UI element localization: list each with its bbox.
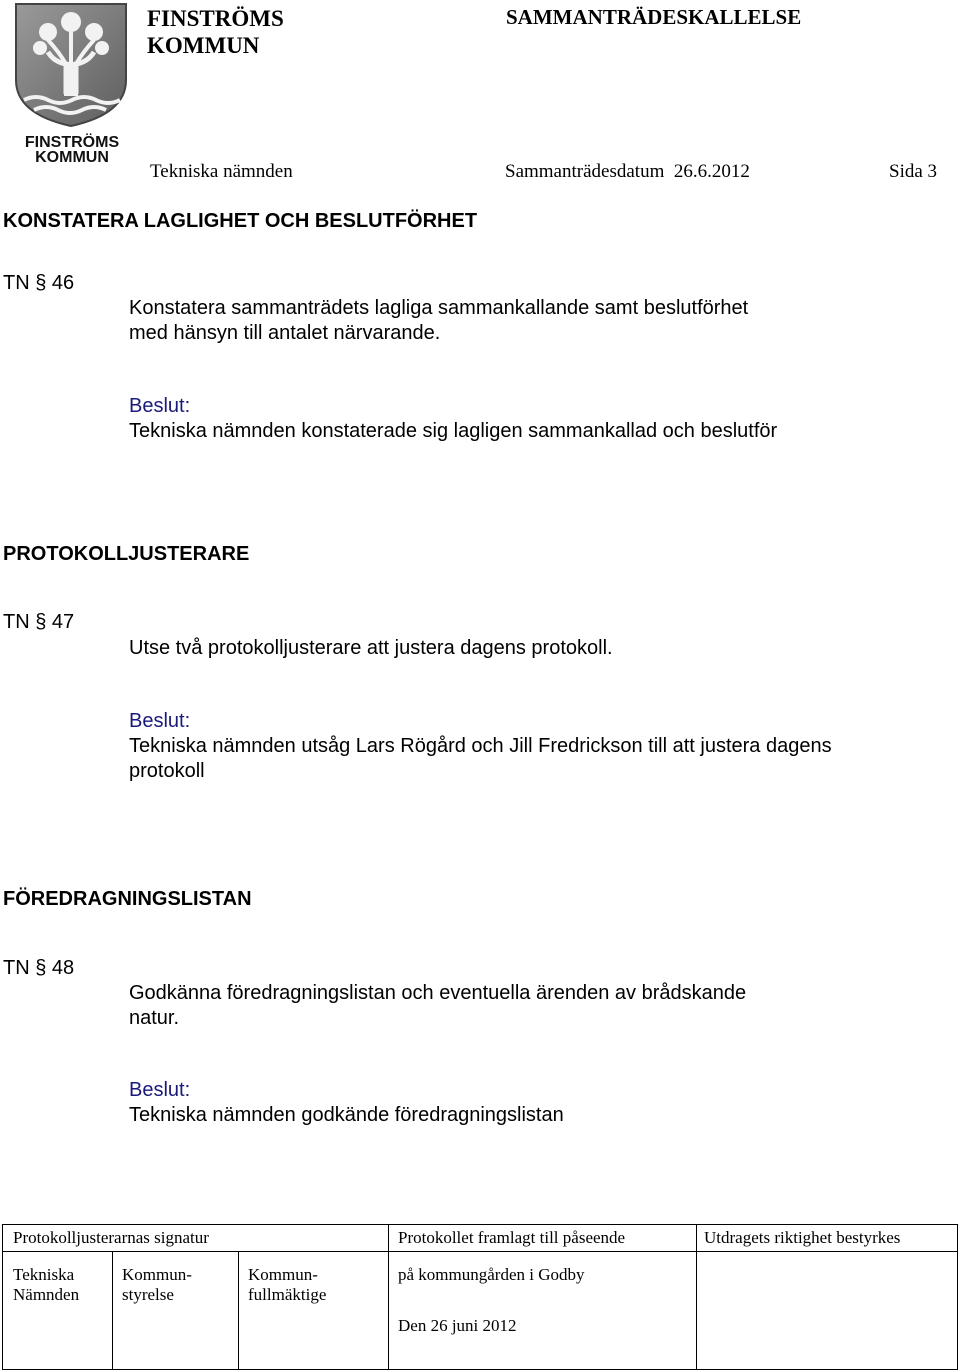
publication-date: Den 26 juni 2012 <box>398 1316 517 1335</box>
certification-header: Utdragets riktighet bestyrkes <box>704 1228 901 1247</box>
signature-technical-board: Tekniska Nämnden <box>13 1265 80 1304</box>
coat-of-arms-icon <box>14 2 130 164</box>
section-title-1: KONSTATERA LAGLIGHET OCH BESLUTFÖRHET <box>3 210 478 232</box>
paragraph-number-2: TN § 47 <box>3 611 75 633</box>
signature-municipal-council: Kommun- fullmäktige <box>248 1265 327 1304</box>
decision-label: Beslut: <box>129 395 191 417</box>
document-type: SAMMANTRÄDESKALLELSE <box>506 5 802 29</box>
logo-text-line1: FINSTRÖMS <box>24 134 120 151</box>
page-number: Sida 3 <box>889 161 938 182</box>
signature-table <box>2 1224 958 1370</box>
organization-name: FINSTRÖMS KOMMUN <box>147 6 284 58</box>
paragraph-number-1: TN § 46 <box>3 272 75 294</box>
publication-place: på kommungården i Godby <box>398 1265 585 1284</box>
paragraph-number-3: TN § 48 <box>3 957 75 979</box>
committee-name: Tekniska nämnden <box>150 161 293 182</box>
proposal-text-3: Godkänna föredragningslistan och eventuella ärenden av brådskande natur. <box>129 982 747 1029</box>
signature-municipal-board: Kommun- styrelse <box>122 1265 192 1304</box>
decision-2: Beslut: Tekniska nämnden utsåg Lars Rögård och Jill Fredrickson till att justera dagens protokoll <box>129 709 929 784</box>
logo-text-line2: KOMMUN <box>35 149 109 164</box>
proposal-text-2: Utse två protokolljusterare att justera dagens protokoll. <box>129 637 613 659</box>
section-title-2: PROTOKOLLJUSTERARE <box>3 543 250 565</box>
municipality-logo <box>14 2 130 164</box>
meeting-date: Sammanträdesdatum 26.6.2012 <box>505 161 750 182</box>
section-title-3: FÖREDRAGNINGSLISTAN <box>3 888 252 910</box>
decision-label: Beslut: <box>129 710 191 732</box>
publication-header: Protokollet framlagt till påseende <box>398 1228 626 1247</box>
proposal-text-1: Konstatera sammanträdets lagliga sammankallande samt beslutförhet med hänsyn till antalet närvarande. <box>129 297 749 344</box>
decision-label: Beslut: <box>129 1079 191 1101</box>
decision-1: Beslut: Tekniska nämnden konstaterade sig lagligen sammankallad och beslutför <box>129 394 929 444</box>
decision-3: Beslut: Tekniska nämnden godkände föredragningslistan <box>129 1078 929 1128</box>
signature-header: Protokolljusterarnas signatur <box>13 1228 209 1247</box>
